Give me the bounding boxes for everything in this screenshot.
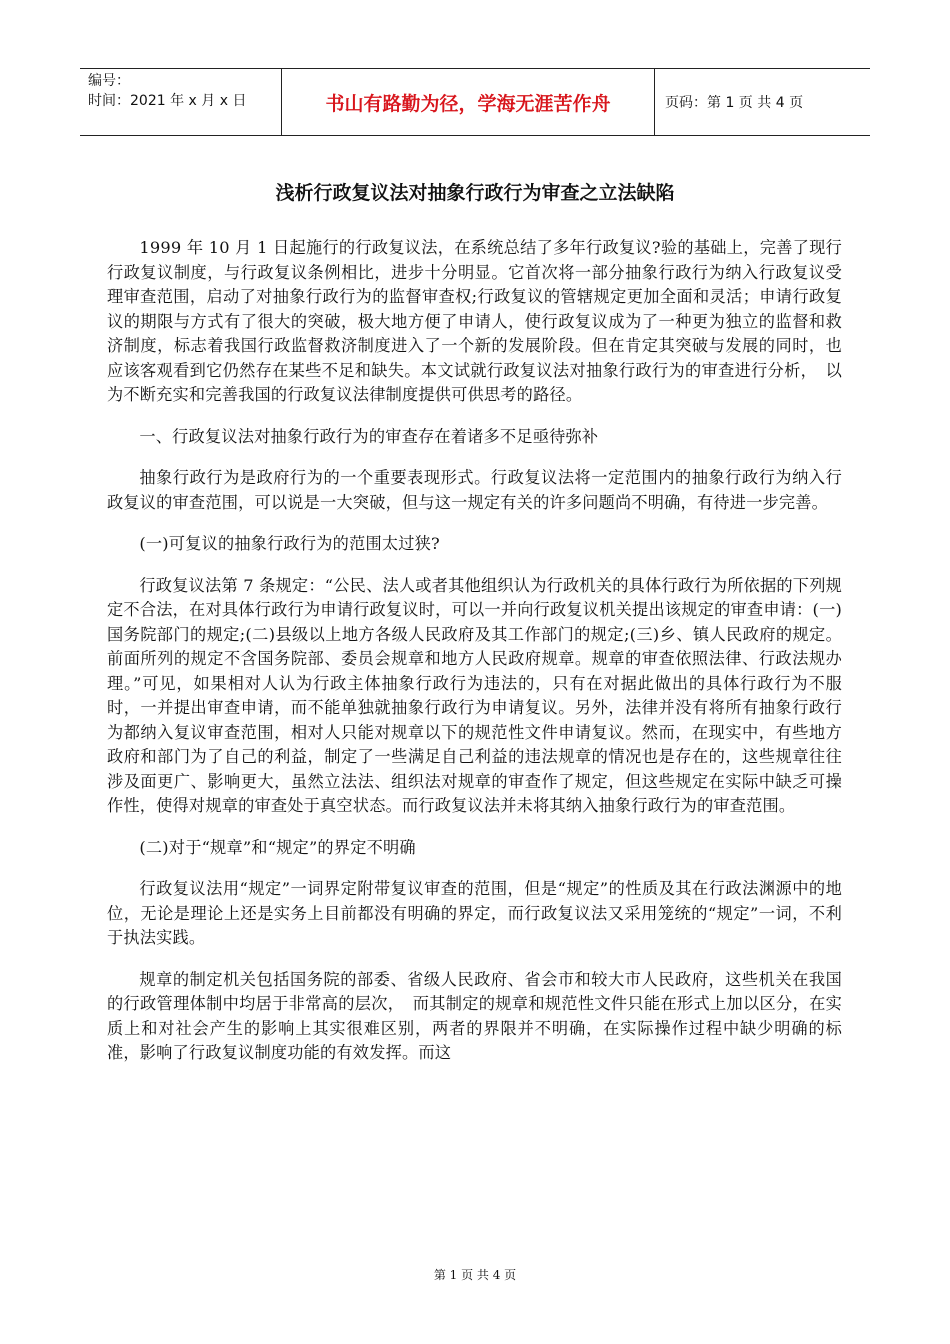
paragraph-intro: 1999 年 10 月 1 日起施行的行政复议法，在系统总结了多年行政复议?验的基础上，完善了现行行政复议制度，与行政复议条例相比，进步十分明显。它首次将一部分抽象行政行为纳入行政复议受理审查范围，启动了对抽象行政行为的监督审查权;行政复议的管辖规定更加全面和灵活；申请行政复议的期限与方式有了很大的突破，极大地方便了申请人，使行政复议成为了一种更为独立的监督和救济制度，标志着我国行政监督救济制度进入了一个新的发展阶段。但在肯定其突破与发展的同时，也应该客观看到它仍然存在某些不足和缺失。本文试就行政复议法对抽象行政行为的审查进行分析， 以为不断充实和完善我国的行政复议法律制度提供可供思考的路径。 — [107, 238, 842, 404]
header-table — [80, 68, 870, 136]
document-body — [107, 236, 842, 1066]
subsection-heading-1: (一)可复议的抽象行政行为的范围太过狭? — [139, 534, 440, 553]
header-motto: 书山有路勤为径，学海无涯苦作舟 — [282, 69, 655, 135]
document-title: 浅析行政复议法对抽象行政行为审查之立法缺陷 — [275, 182, 675, 204]
paragraph: 行政复议法用“规定”一词界定附带复议审查的范围，但是“规定”的性质及其在行政法渊源中的地位，无论是理论上还是实务上目前都没有明确的界定，而行政复议法又采用笼统的“规定”一词，不利于执法实践。 — [107, 879, 842, 947]
page-footer: 第 1 页 共 4 页 — [433, 1268, 517, 1282]
paragraph: 规章的制定机关包括国务院的部委、省级人民政府、省会市和较大市人民政府，这些机关在我国的行政管理体制中均居于非常高的层次， 而其制定的规章和规范性文件只能在形式上加以区分，在实质上和对社会产生的影响上其实很难区别，两者的界限并不明确，在实际操作过程中缺少明确的标准，影响了行政复议制度功能的有效发挥。而这 — [107, 969, 842, 1062]
paragraph: 抽象行政行为是政府行为的一个重要表现形式。行政复议法将一定范围内的抽象行政行为纳入行政复议的审查范围，可以说是一大突破，但与这一规定有关的许多问题尚不明确，有待进一步完善。 — [107, 468, 842, 512]
document-number-label: 编号： — [88, 73, 130, 89]
header-meta-cell — [80, 69, 282, 135]
subsection-heading-2: (二)对于“规章”和“规定”的界定不明确 — [139, 837, 416, 857]
document-time-label: 时间：2021 年 x 月 x 日 — [88, 93, 247, 109]
section-heading-1: 一、行政复议法对抽象行政行为的审查存在着诸多不足亟待弥补 — [139, 426, 599, 446]
header-page-info: 页码：第 1 页 共 4 页 — [665, 95, 804, 111]
paragraph: 行政复议法第 7 条规定：“公民、法人或者其他组织认为行政机关的具体行政行为所依据的下列规定不合法，在对具体行政行为申请行政复议时，可以一并向行政复议机关提出该规定的审查申请：(一)国务院部门的规定;(二)县级以上地方各级人民政府及其工作部门的规定;(三)乡、镇人民政府的规定。前面所列的规定不含国务院部、委员会规章和地方人民政府规章。规章的审查依照法律、行政法规办理。”可见，如果相对人认为行政主体抽象行政行为违法的，只有在对据此做出的具体行政行为不服时，一并提出审查申请，而不能单独就抽象行政行为申请复议。另外，法律并没有将所有抽象行政行为都纳入复议审查范围，相对人只能对规章以下的规范性文件申请复议。然而，在现实中，有些地方政府和部门为了自己的利益，制定了一些满足自己利益的违法规章的情况也是存在的，这些规章往往涉及面更广、影响更大，虽然立法法、组织法对规章的审查作了规定，但这些规定在实际中缺乏可操作性，使得对规章的审查处于真空状态。而行政复议法并未将其纳入抽象行政行为的审查范围。 — [107, 575, 842, 815]
